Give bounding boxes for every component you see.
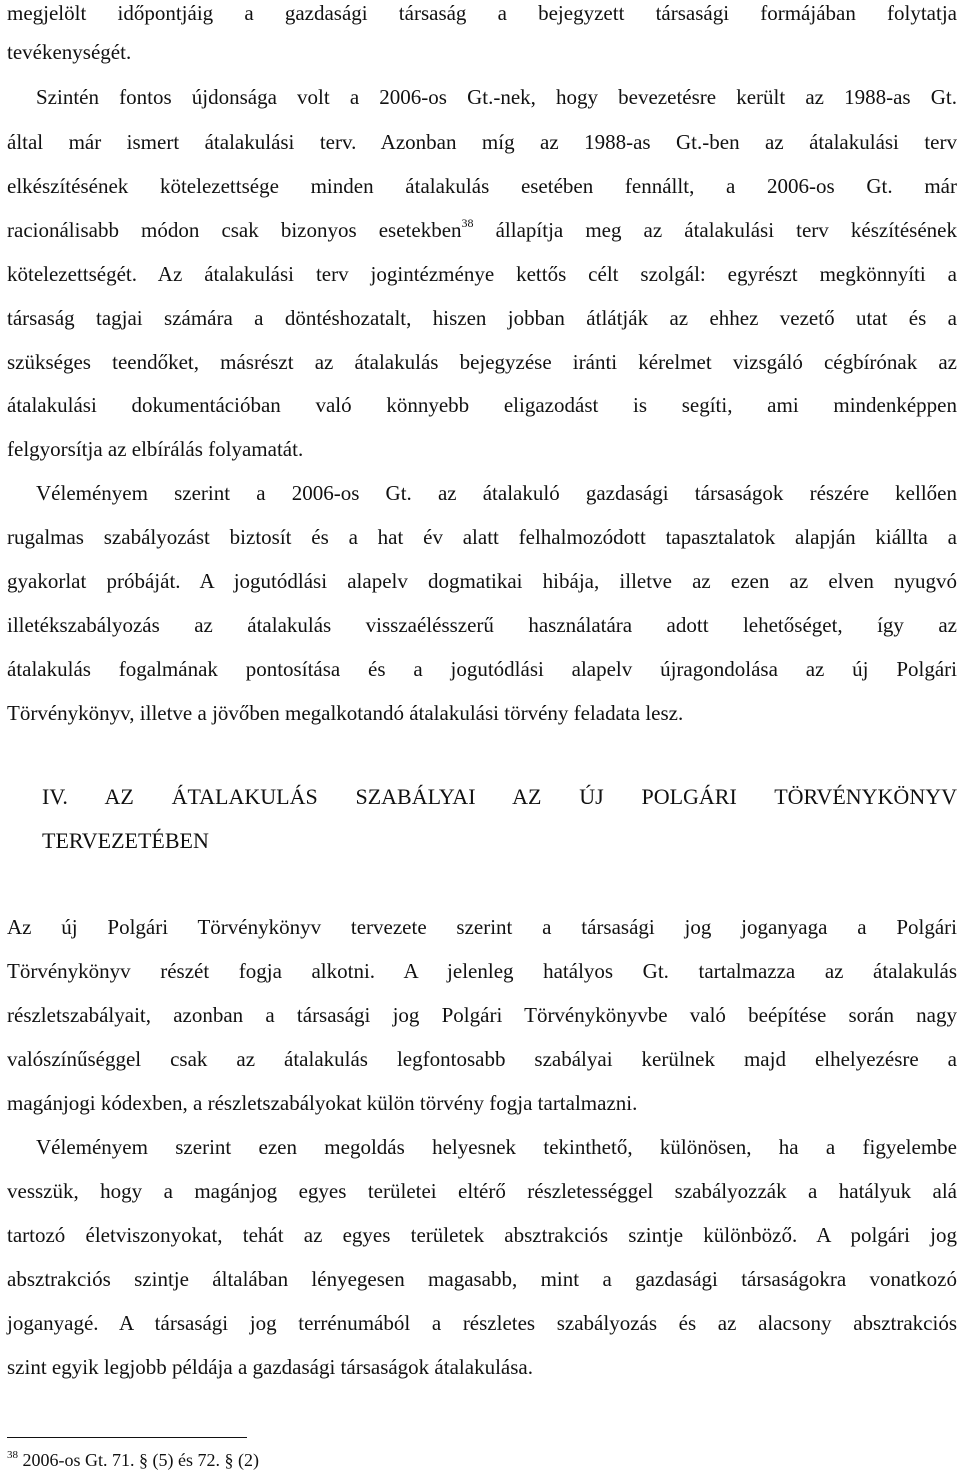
text-line: szint egyik legjobb példája a gazdasági társaságok átalakulása. [7, 1355, 533, 1379]
text-line: átalakulási dokumentációban való könnyebb eligazodást is segíti, ami mindenképpen [7, 393, 957, 417]
footnote-text: 2006-os Gt. 71. § (5) és 72. § (2) [18, 1450, 259, 1470]
text-line: Törvénykönyv, illetve a jövőben megalkotandó átalakulási törvény feladata lesz. [7, 701, 684, 725]
text-line: tevékenységét. [7, 40, 132, 64]
text-span: állapítja meg az átalakulási terv készítésének [473, 218, 957, 242]
text-line: valószínűséggel csak az átalakulás legfontosabb szabályai kerülnek majd elhelyezésre a [7, 1047, 957, 1071]
text-line: rugalmas szabályozást biztosít és a hat év alatt felhalmozódott tapasztalatok alapján kiállta a [7, 525, 957, 549]
text-line: szükséges teendőket, másrészt az átalakulás bejegyzése iránti kérelmet vizsgáló cégbírónak az [7, 350, 957, 374]
text-line: kötelezettségét. Az átalakulási terv jogintézménye kettős célt szolgál: egyrészt megkönnyíti a [7, 262, 957, 286]
text-line: Az új Polgári Törvénykönyv tervezete szerint a társasági jog joganyaga a Polgári [7, 915, 957, 939]
text-line: illetékszabályozás az átalakulás visszaélésszerű használatára adott lehetőséget, így az [7, 613, 957, 637]
text-line: felgyorsítja az elbírálás folyamatát. [7, 437, 304, 461]
footnote-separator [7, 1437, 247, 1438]
text-line: joganyagé. A társasági jog terrénumából a részletes szabályozás és az alacsony absztrakciós [7, 1311, 957, 1335]
footnote-number: 38 [7, 1449, 18, 1461]
text-line: átalakulás fogalmának pontosítása és a jogutódlási alapelv újragondolása az új Polgári [7, 657, 957, 681]
text-line: gyakorlat próbáját. A jogutódlási alapelv dogmatikai hibája, illetve az ezen az elven nyugvó [7, 569, 957, 593]
text-line: Véleményem szerint a 2006-os Gt. az átalakuló gazdasági társaságok részére kellően [36, 481, 957, 505]
footnote-reference[interactable]: 38 [461, 216, 474, 230]
section-heading-continuation: TERVEZETÉBEN [42, 828, 209, 853]
text-line: megjelölt időpontjáig a gazdasági társaság a bejegyzett társasági formájában folytatja [7, 1, 957, 25]
text-line: társaság tagjai számára a döntéshozatalt, hiszen jobban átlátják az ehhez vezető utat és a [7, 306, 957, 330]
text-line-with-footnote-ref [7, 215, 957, 245]
text-line: magánjogi kódexben, a részletszabályokat külön törvény fogja tartalmazni. [7, 1091, 638, 1115]
section-heading: IV. AZ ÁTALAKULÁS SZABÁLYAI AZ ÚJ POLGÁRI TÖRVÉNYKÖNYV [42, 784, 957, 809]
text-line: tartozó életviszonyokat, tehát az egyes területek absztrakciós szintje különböző. A polgári jog [7, 1223, 957, 1247]
text-line: absztrakciós szintje általában lényegesen magasabb, mint a gazdasági társaságokra vonatkozó [7, 1267, 957, 1291]
text-line: által már ismert átalakulási terv. Azonban míg az 1988-as Gt.-ben az átalakulási terv [7, 130, 957, 154]
text-line: vesszük, hogy a magánjog egyes területei eltérő részletességgel szabályozzák a hatályuk alá [7, 1179, 957, 1203]
text-line: részletszabályait, azonban a társasági jog Polgári Törvénykönyvbe való beépítése során nagy [7, 1003, 957, 1027]
footnote [7, 1447, 259, 1473]
text-line: Törvénykönyv részét fogja alkotni. A jelenleg hatályos Gt. tartalmazza az átalakulás [7, 959, 957, 983]
text-line: elkészítésének kötelezettsége minden átalakulás esetében fennállt, a 2006-os Gt. már [7, 174, 957, 198]
text-span: racionálisabb módon csak bizonyos esetekben [7, 218, 462, 242]
text-line: Szintén fontos újdonsága volt a 2006-os Gt.-nek, hogy bevezetésre került az 1988-as Gt. [36, 85, 957, 109]
text-line: Véleményem szerint ezen megoldás helyesnek tekinthető, különösen, ha a figyelembe [36, 1135, 957, 1159]
